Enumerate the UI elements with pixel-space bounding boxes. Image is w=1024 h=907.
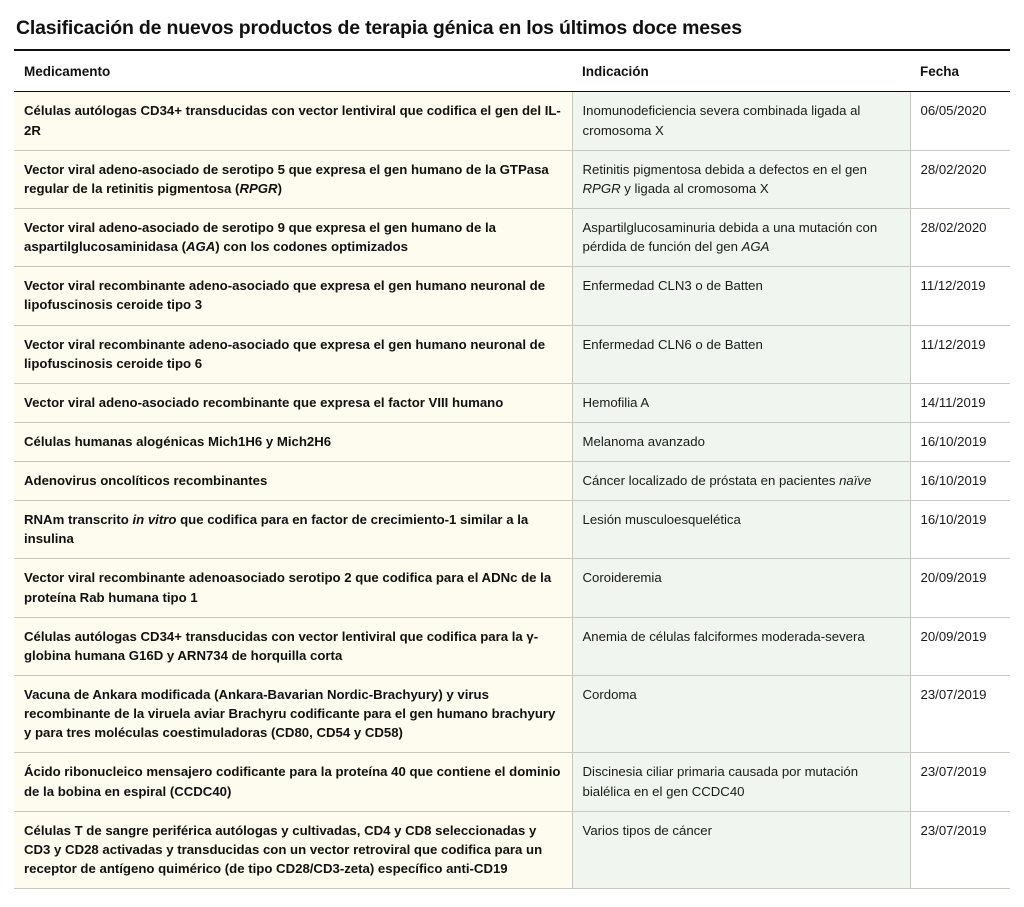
table-row — [14, 383, 1010, 422]
table-row — [14, 267, 1010, 325]
cell-medicamento: Vector viral adeno-asociado de serotipo 5 que expresa el gen humano de la GTPasa regular de la retinitis pigmentosa (RPGR) — [14, 150, 572, 208]
cell-fecha: 23/07/2019 — [910, 753, 1010, 811]
cell-indicacion: Varios tipos de cáncer — [572, 811, 910, 888]
cell-indicacion: Inomunodeficiencia severa combinada ligada al cromosoma X — [572, 92, 910, 150]
table-row — [14, 325, 1010, 383]
cell-indicacion: Cordoma — [572, 676, 910, 753]
cell-medicamento: Células T de sangre periférica autólogas y cultivadas, CD4 y CD8 seleccionadas y CD3 y CD28 activadas y transducidas con un vector retroviral que codifica para un receptor de antígeno quimérico (de tipo CD28/CD3-zeta) específico anti-CD19 — [14, 811, 572, 888]
cell-indicacion: Hemofilia A — [572, 383, 910, 422]
cell-fecha: 20/09/2019 — [910, 617, 1010, 675]
cell-medicamento: Células humanas alogénicas Mich1H6 y Mich2H6 — [14, 422, 572, 461]
table-row — [14, 462, 1010, 501]
cell-medicamento: Vector viral recombinante adeno-asociado que expresa el gen humano neuronal de lipofuscinosis ceroide tipo 3 — [14, 267, 572, 325]
cell-medicamento: RNAm transcrito in vitro que codifica para en factor de crecimiento-1 similar a la insulina — [14, 501, 572, 559]
cell-medicamento: Células autólogas CD34+ transducidas con vector lentiviral que codifica el gen del IL-2R — [14, 92, 572, 150]
cell-medicamento: Vector viral recombinante adeno-asociado que expresa el gen humano neuronal de lipofuscinosis ceroide tipo 6 — [14, 325, 572, 383]
page-title-emphasis: terapia génica — [365, 17, 494, 39]
cell-fecha: 23/07/2019 — [910, 811, 1010, 888]
cell-indicacion: Enfermedad CLN3 o de Batten — [572, 267, 910, 325]
cell-indicacion: Aspartilglucosaminuria debida a una mutación con pérdida de función del gen AGA — [572, 208, 910, 266]
cell-indicacion: Anemia de células falciformes moderada-severa — [572, 617, 910, 675]
table-row — [14, 501, 1010, 559]
table-row — [14, 617, 1010, 675]
cell-medicamento: Células autólogas CD34+ transducidas con vector lentiviral que codifica para la γ-globina humana G16D y ARN734 de horquilla corta — [14, 617, 572, 675]
page-title-part1: Clasificación de nuevos productos de — [16, 17, 366, 39]
cell-fecha: 16/10/2019 — [910, 501, 1010, 559]
cell-indicacion: Enfermedad CLN6 o de Batten — [572, 325, 910, 383]
table-header-row — [14, 51, 1010, 92]
cell-medicamento: Adenovirus oncolíticos recombinantes — [14, 462, 572, 501]
cell-fecha: 28/02/2020 — [910, 208, 1010, 266]
cell-medicamento: Vacuna de Ankara modificada (Ankara-Bavarian Nordic-Brachyury) y virus recombinante de la viruela aviar Brachyru codificante para el gen humano brachyury y para tres moléculas coestimuladoras (CD80, CD54 y CD58) — [14, 676, 572, 753]
table-header — [14, 51, 1010, 92]
column-header-fecha: Fecha — [910, 51, 1010, 92]
table-row — [14, 150, 1010, 208]
cell-fecha: 16/10/2019 — [910, 422, 1010, 461]
cell-fecha: 28/02/2020 — [910, 150, 1010, 208]
table-row — [14, 92, 1010, 150]
table-row — [14, 422, 1010, 461]
cell-medicamento: Vector viral recombinante adenoasociado serotipo 2 que codifica para el ADNc de la proteína Rab humana tipo 1 — [14, 559, 572, 617]
cell-fecha: 14/11/2019 — [910, 383, 1010, 422]
page-title — [14, 12, 1010, 49]
gene-therapy-table — [14, 51, 1010, 889]
table-row — [14, 753, 1010, 811]
table-row — [14, 676, 1010, 753]
table-row — [14, 208, 1010, 266]
column-header-medicamento: Medicamento — [14, 51, 572, 92]
table-body — [14, 92, 1010, 889]
cell-medicamento: Ácido ribonucleico mensajero codificante para la proteína 40 que contiene el dominio de la bobina en espiral (CCDC40) — [14, 753, 572, 811]
cell-fecha: 11/12/2019 — [910, 325, 1010, 383]
cell-indicacion: Discinesia ciliar primaria causada por mutación bialélica en el gen CCDC40 — [572, 753, 910, 811]
cell-fecha: 11/12/2019 — [910, 267, 1010, 325]
cell-indicacion: Cáncer localizado de próstata en pacientes naïve — [572, 462, 910, 501]
page-title-part2: en los últimos doce meses — [493, 17, 742, 39]
cell-fecha: 23/07/2019 — [910, 676, 1010, 753]
table-row — [14, 811, 1010, 888]
table-row — [14, 559, 1010, 617]
cell-indicacion: Coroideremia — [572, 559, 910, 617]
cell-fecha: 06/05/2020 — [910, 92, 1010, 150]
cell-fecha: 20/09/2019 — [910, 559, 1010, 617]
cell-medicamento: Vector viral adeno-asociado recombinante que expresa el factor VIII humano — [14, 383, 572, 422]
column-header-indicacion: Indicación — [572, 51, 910, 92]
cell-indicacion: Retinitis pigmentosa debida a defectos en el gen RPGR y ligada al cromosoma X — [572, 150, 910, 208]
cell-fecha: 16/10/2019 — [910, 462, 1010, 501]
cell-medicamento: Vector viral adeno-asociado de serotipo 9 que expresa el gen humano de la aspartilglucosaminidasa (AGA) con los codones optimizados — [14, 208, 572, 266]
cell-indicacion: Lesión musculoesquelética — [572, 501, 910, 559]
cell-indicacion: Melanoma avanzado — [572, 422, 910, 461]
